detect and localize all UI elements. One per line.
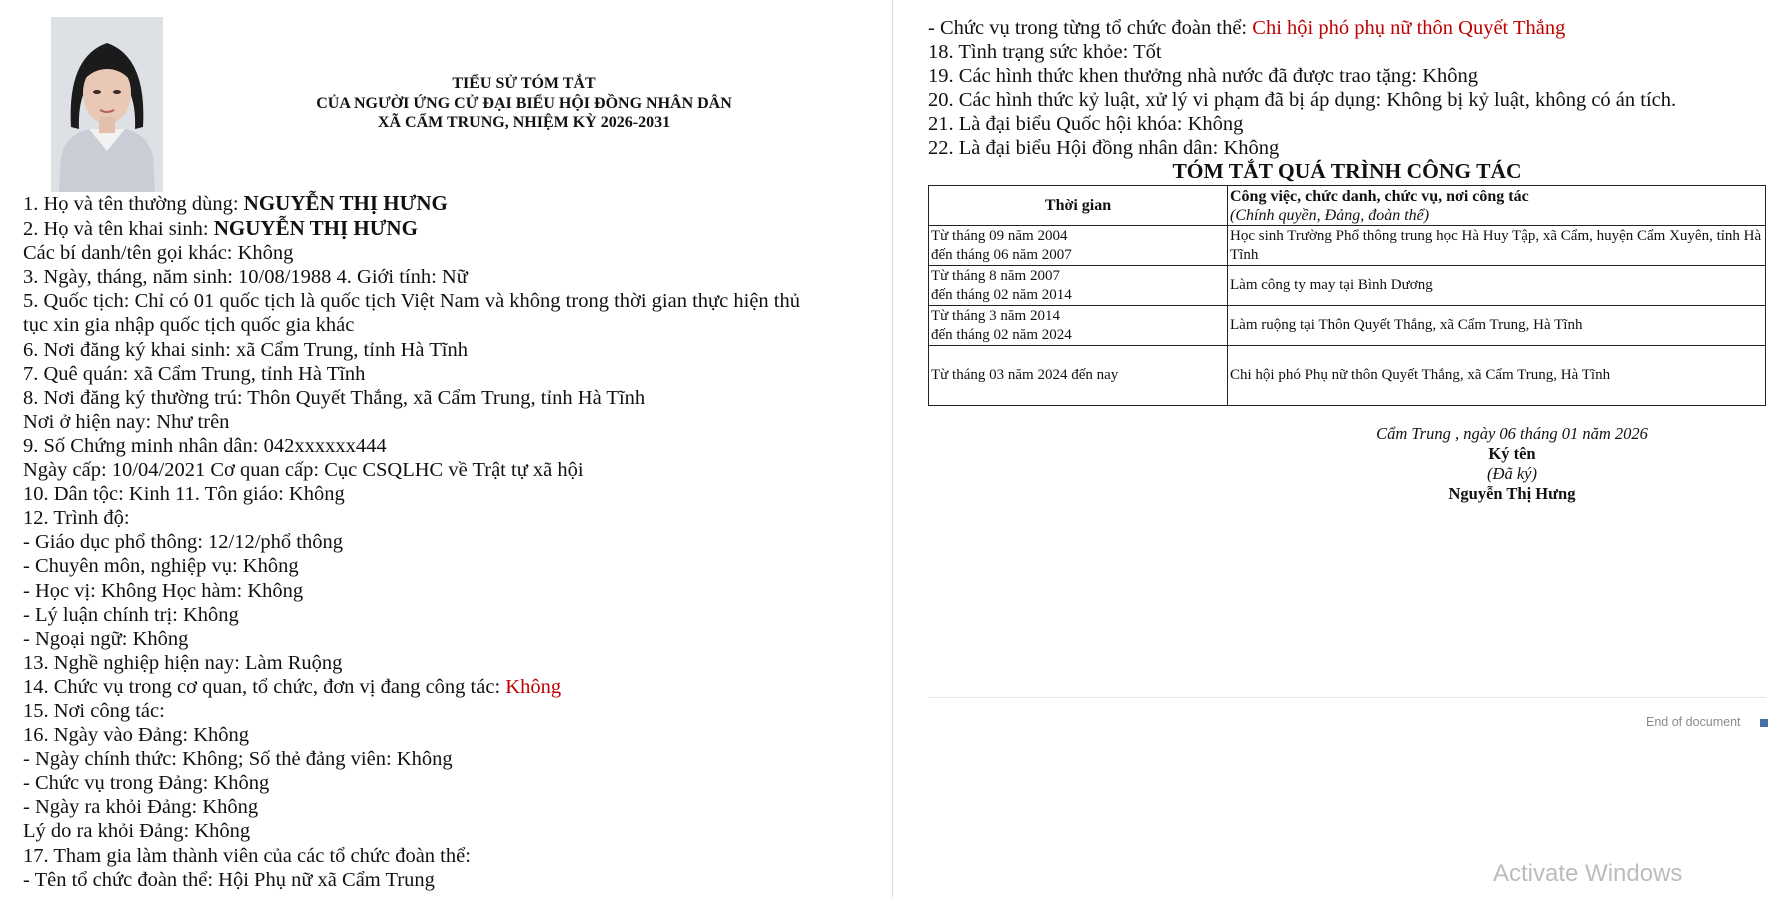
work-history-heading: TÓM TẮT QUÁ TRÌNH CÔNG TÁC [1172, 159, 1522, 183]
common-name-value: NGUYỄN THỊ HƯNG [243, 191, 448, 215]
table-row [929, 266, 1766, 306]
field-awards: 19. Các hình thức khen thưởng nhà nước đã được trao tặng: Không [928, 65, 1479, 88]
field-workplace: 15. Nơi công tác: [23, 699, 165, 722]
signer-name: Nguyễn Thị Hưng [1448, 484, 1576, 503]
field-foreign-language: - Ngoại ngữ: Không [23, 627, 189, 650]
table-row [929, 346, 1766, 406]
field-general-education: - Giáo dục phổ thông: 12/12/phổ thông [23, 531, 344, 554]
document-title [230, 74, 818, 133]
table-header-row [929, 186, 1766, 226]
field-party-leave-reason: Lý do ra khỏi Đảng: Không [23, 820, 251, 843]
field-nationality-cont: tục xin gia nhập quốc tịch quốc gia khác [23, 314, 355, 337]
field-ethnicity-religion: 10. Dân tộc: Kinh 11. Tôn giáo: Không [23, 483, 345, 506]
field-discipline: 20. Các hình thức kỷ luật, xử lý vi phạm đã bị áp dụng: Không bị kỷ luật, không có án tích. [928, 89, 1677, 112]
end-of-document-icon [1760, 719, 1768, 727]
field-education-heading: 12. Trình độ: [23, 507, 130, 530]
field-specialty: - Chuyên môn, nghiệp vụ: Không [23, 555, 299, 578]
right-page [896, 0, 1777, 897]
field-health: 18. Tình trạng sức khỏe: Tốt [928, 41, 1162, 64]
signed-note: (Đã ký) [1487, 464, 1537, 483]
job-cell: Chi hội phó Phụ nữ thôn Quyết Thắng, xã Cẩm Trung, Hà Tĩnh [1228, 346, 1766, 406]
field-aliases: Các bí danh/tên gọi khác: Không [23, 242, 294, 265]
title-line-2: CỦA NGƯỜI ỨNG CỬ ĐẠI BIỂU HỘI ĐỒNG NHÂN DÂN [316, 94, 732, 112]
title-line-1: TIỂU SỬ TÓM TẮT [452, 75, 596, 92]
job-cell: Làm công ty may tại Bình Dương [1228, 266, 1766, 306]
field-political-theory: - Lý luận chính trị: Không [23, 603, 239, 626]
table-row [929, 226, 1766, 266]
field-organization-position: - Chức vụ trong từng tổ chức đoàn thể: Chi hội phó phụ nữ thôn Quyết Thắng [928, 17, 1566, 39]
field-organization-name: - Tên tổ chức đoàn thể: Hội Phụ nữ xã Cẩm Trung [23, 868, 435, 891]
birth-name-value: NGUYỄN THỊ HƯNG [213, 216, 418, 241]
time-cell: Từ tháng 3 năm 2014 đến tháng 02 năm 2024 [929, 306, 1228, 346]
signature-block [1296, 424, 1728, 504]
time-cell: Từ tháng 8 năm 2007 đến tháng 02 năm 2014 [929, 266, 1228, 306]
field-party-leave-date: - Ngày ra khỏi Đảng: Không [23, 796, 259, 819]
field-hometown: 7. Quê quán: xã Cẩm Trung, tỉnh Hà Tĩnh [23, 362, 366, 385]
title-line-3: XÃ CẨM TRUNG, NHIỆM KỲ 2026-2031 [377, 114, 671, 131]
biography-fields-cont [928, 16, 1777, 161]
field-nationality: 5. Quốc tịch: Chỉ có 01 quốc tịch là quốc tịch Việt Nam và không trong thời gian thực hiện thủ [23, 290, 800, 313]
time-cell: Từ tháng 09 năm 2004 đến tháng 06 năm 2007 [929, 226, 1228, 266]
field-birth-name: 2. Họ và tên khai sinh: NGUYỄN THỊ HƯNG [23, 216, 418, 241]
left-page [0, 0, 888, 897]
field-common-name: 1. Họ và tên thường dùng: NGUYỄN THỊ HƯNG [23, 191, 448, 215]
field-organizations: 17. Tham gia làm thành viên của các tổ chức đoàn thể: [23, 844, 471, 867]
organization-position-value: Chi hội phó phụ nữ thôn Quyết Thắng [1252, 17, 1566, 39]
field-position: 14. Chức vụ trong cơ quan, tổ chức, đơn vị đang công tác: Không [23, 675, 562, 698]
field-party-official: - Ngày chính thức: Không; Số thẻ đảng viên: Không [23, 748, 453, 771]
work-history-table [928, 185, 1766, 406]
sign-label: Ký tên [1488, 444, 1536, 463]
field-party-position: - Chức vụ trong Đảng: Không [23, 772, 270, 795]
position-value: Không [505, 675, 562, 698]
field-occupation: 13. Nghề nghiệp hiện nay: Làm Ruộng [23, 651, 343, 674]
biography-fields [23, 191, 883, 892]
field-id-number: 9. Số Chứng minh nhân dân: 042xxxxxx444 [23, 434, 387, 457]
column-header-time: Thời gian [929, 186, 1228, 226]
field-id-issue: Ngày cấp: 10/04/2021 Cơ quan cấp: Cục CSQLHC về Trật tự xã hội [23, 459, 584, 482]
field-degree: - Học vị: Không Học hàm: Không [23, 579, 304, 602]
end-divider [928, 697, 1766, 698]
end-of-document-label: End of document [1646, 715, 1741, 729]
job-cell: Làm ruộng tại Thôn Quyết Thắng, xã Cẩm Trung, Hà Tĩnh [1228, 306, 1766, 346]
field-current-residence: Nơi ở hiện nay: Như trên [23, 410, 230, 433]
time-cell: Từ tháng 03 năm 2024 đến nay [929, 346, 1228, 406]
field-birth-registration: 6. Nơi đăng ký khai sinh: xã Cẩm Trung, tỉnh Hà Tĩnh [23, 338, 468, 361]
field-national-assembly: 21. Là đại biểu Quốc hội khóa: Không [928, 113, 1244, 136]
activate-windows-watermark: Activate Windows [1493, 860, 1683, 887]
column-header-job: Công việc, chức danh, chức vụ, nơi công tác (Chính quyền, Đảng, đoàn thể) [1228, 186, 1766, 226]
field-permanent-residence: 8. Nơi đăng ký thường trú: Thôn Quyết Thắng, xã Cẩm Trung, tỉnh Hà Tĩnh [23, 386, 646, 409]
portrait-photo [51, 17, 163, 192]
field-birthdate-gender: 3. Ngày, tháng, năm sinh: 10/08/1988 4. Giới tính: Nữ [23, 266, 468, 289]
job-cell: Học sinh Trường Phổ thông trung học Hà Huy Tập, xã Cẩm, huyện Cẩm Xuyên, tỉnh Hà Tĩnh [1228, 226, 1766, 266]
page-divider [892, 0, 893, 897]
field-party-join-date: 16. Ngày vào Đảng: Không [23, 724, 250, 747]
place-date: Cẩm Trung , ngày 06 tháng 01 năm 2026 [1376, 424, 1648, 443]
field-peoples-council: 22. Là đại biểu Hội đồng nhân dân: Không [928, 137, 1280, 160]
table-row [929, 306, 1766, 346]
